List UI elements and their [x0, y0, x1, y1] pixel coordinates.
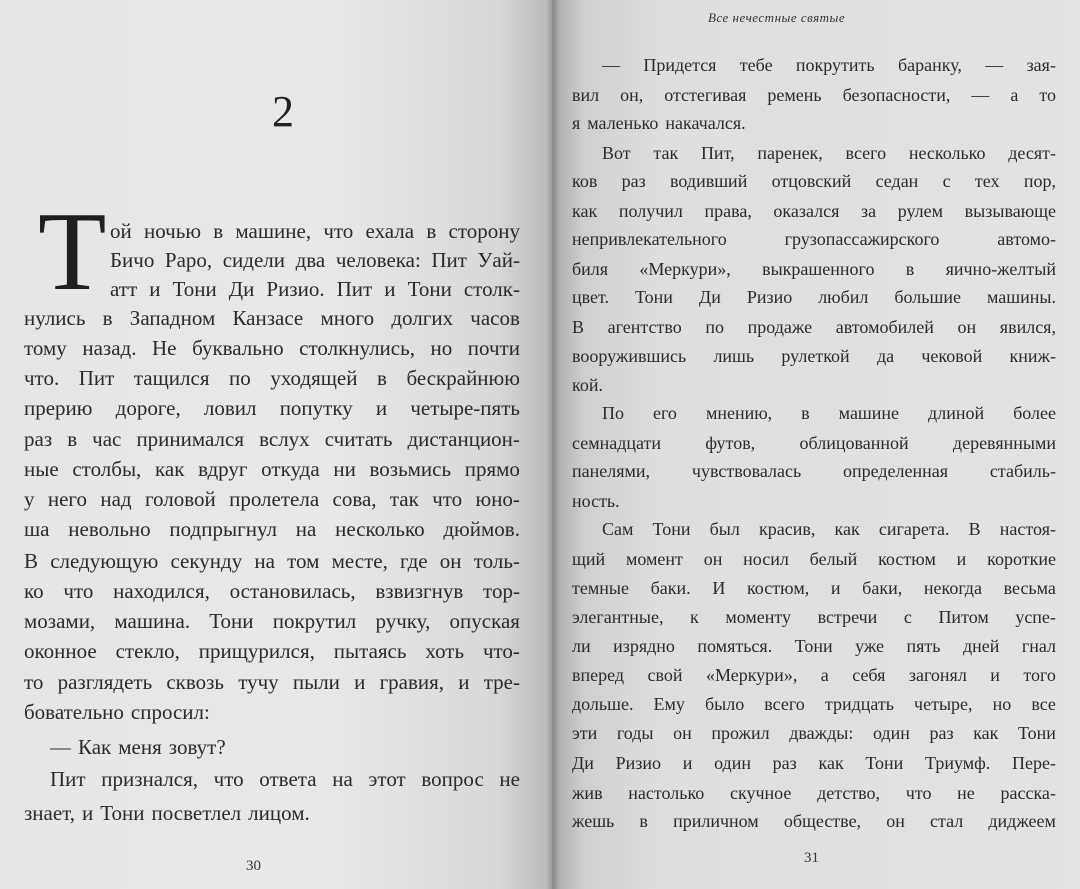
text-line: В агентство по продаже автомобилей он явился, — [572, 317, 1056, 337]
text-line: Ди Ризио и один раз как Тони Триумф. Пере- — [572, 753, 1056, 773]
text-line: жив настолько скучное детство, что не расска- — [572, 783, 1056, 803]
text-line: раз в час принимался вслух считать дистанцион- — [24, 427, 520, 451]
text-line: кой. — [572, 375, 603, 395]
text-line: у него над головой пролетела сова, так что юно- — [24, 487, 520, 511]
page-number-right: 31 — [804, 850, 819, 866]
running-head: Все нечестные святые — [708, 10, 846, 25]
text-line: темные баки. И костюм, и баки, некогда весьма — [572, 578, 1056, 598]
text-line: Сам Тони был красив, как сигарета. В настоя- — [602, 519, 1056, 539]
text-line: элегантные, к моменту встречи с Питом успе- — [572, 607, 1056, 627]
text-line: атт и Тони Ди Ризио. Пит и Тони столк- — [110, 277, 520, 301]
text-line: цвет. Тони Ди Ризио любил большие машины. — [572, 287, 1056, 307]
text-line: ко что находился, остановилась, взвизгнув тор- — [24, 579, 520, 603]
text-line: знает, и Тони посветлел лицом. — [24, 801, 310, 825]
text-line: эти годы он прожил дважды: один раз как Тони — [572, 723, 1056, 743]
text-line: панелями, чувствовалась определенная стабиль- — [572, 461, 1056, 481]
text-line: ные столбы, как вдруг откуда ни возьмись прямо — [24, 457, 520, 481]
text-line: ли изрядно помяться. Тони уже пять дней гнал — [572, 636, 1056, 656]
book-gutter — [546, 0, 560, 889]
text-line: нулись в Западном Канзасе много долгих часов — [24, 306, 520, 330]
text-line: непривлекательного грузопассажирского автомо- — [572, 229, 1056, 249]
text-line: вперед свой «Меркури», а себя загонял и того — [572, 665, 1056, 685]
text-line: Пит признался, что ответа на этот вопрос не — [50, 767, 520, 791]
text-line: ша невольно подпрыгнул на несколько дюймов. — [24, 517, 520, 541]
text-line: ность. — [572, 491, 620, 511]
drop-cap: Т — [38, 190, 107, 314]
right-page — [552, 0, 1080, 889]
text-line: дольше. Ему было всего тридцать четыре, но все — [572, 694, 1056, 714]
text-line: вил он, отстегивая ремень безопасности, — а то — [572, 85, 1056, 105]
text-line: Бичо Раро, сидели два человека: Пит Уай- — [110, 248, 520, 272]
text-line: вооружившись лишь рулеткой да чековой книж- — [572, 346, 1056, 366]
text-line: ой ночью в машине, что ехала в сторону — [110, 219, 520, 243]
text-line: тому назад. Не буквально столкнулись, но почти — [24, 336, 520, 360]
text-line: семнадцати футов, облицованной деревянными — [572, 433, 1056, 453]
text-line: прерию дороге, ловил попутку и четыре-пять — [24, 396, 520, 420]
text-line: мозами, машина. Тони покрутил ручку, опуская — [24, 609, 520, 633]
text-line: биля «Меркури», выкрашенного в яично-желтый — [572, 259, 1056, 279]
page-number-left: 30 — [246, 858, 261, 874]
text-line: бовательно спросил: — [24, 700, 210, 724]
text-line: как получил права, оказался за рулем вызывающе — [572, 201, 1056, 221]
chapter-number: 2 — [272, 87, 294, 136]
text-line: щий момент он носил белый костюм и короткие — [572, 549, 1056, 569]
text-line: — Как меня зовут? — [50, 735, 226, 759]
text-line: что. Пит тащился по уходящей в бескрайнюю — [24, 366, 520, 390]
text-line: я маленько накачался. — [572, 113, 746, 133]
text-line: — Придется тебе покрутить баранку, — зая- — [602, 55, 1056, 75]
text-line: По его мнению, в машине длиной более — [602, 403, 1056, 423]
text-line: жешь в приличном обществе, он стал диджеем — [572, 811, 1056, 831]
text-line: то разглядеть сквозь тучу пыли и гравия, и тре- — [24, 670, 520, 694]
text-line: В следующую секунду на том месте, где он толь- — [24, 549, 520, 573]
text-line: Вот так Пит, паренек, всего несколько десят- — [602, 143, 1056, 163]
text-line: оконное стекло, прищурился, пытаясь хоть что- — [24, 639, 520, 663]
text-line: ков раз водивший отцовский седан с тех пор, — [572, 171, 1056, 191]
